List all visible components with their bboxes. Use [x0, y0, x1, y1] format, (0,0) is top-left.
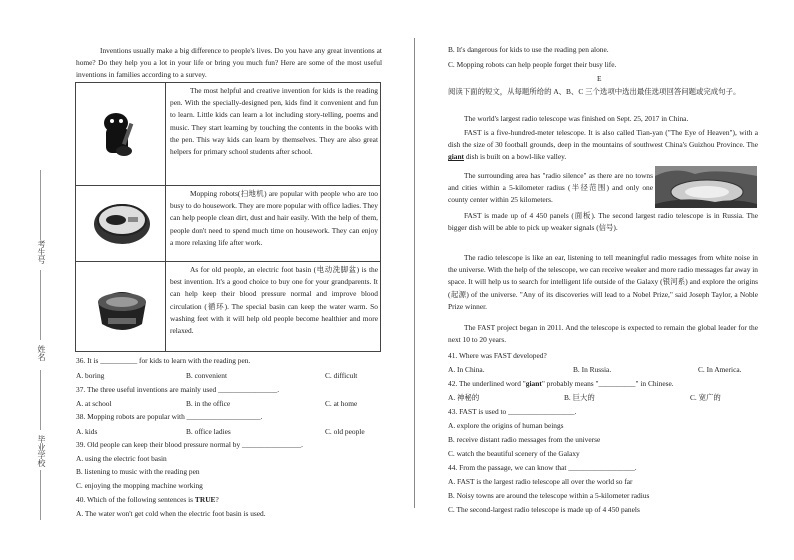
q36-option-a[interactable]: A. boring	[76, 371, 105, 380]
question-37: 37. The three useful inventions are mainly used ________________.	[76, 385, 280, 394]
q41-option-a[interactable]: A. In China.	[448, 365, 485, 374]
q44-option-c[interactable]: C. The second-largest radio telescope is made up of 4 450 panels	[448, 505, 640, 514]
question-40-end: ?	[215, 495, 219, 504]
foot-basin-text: As for old people, an electric foot basin (电动洗脚盆) is the best invention. It's a good choice to buy one for your grandparents. It can help keep their blood pressure normal and improve blood circulation (循环). The special basin can keep the water warm. So washing feet with it will help old people become healthier and more relaxed.	[170, 265, 378, 336]
question-39: 39. Old people can keep their blood pressure normal by ________________.	[76, 440, 304, 449]
exam-number-label: 考生号	[37, 240, 46, 264]
reading-pen-text: The most helpful and creative invention for kids is the reading pen. With the specially-designed pen, kids find it convenient and fun to learn. Little kids can learn a lot including story-telling, poems and music. They start learning by touching the contents in the books with the pen. This way kids can learn by themselves. They are also great helpers for primary school students after school.	[170, 86, 378, 157]
name-label: 姓名	[37, 345, 46, 361]
question-42-end: " probably means "__________" in Chinese.	[541, 379, 674, 388]
school-label: 毕业学校	[37, 435, 46, 467]
section-instruction: 阅读下面的短文，从每题所给的 A、B、C 三个选项中选出最佳选项回答问题或完成句子。	[448, 87, 741, 96]
q42-option-b[interactable]: B. 巨大的	[564, 393, 595, 402]
passage-paragraph-4: FAST is made up of 4 450 panels (面板). The second largest radio telescope is in Russia. The bigger dish will be able to pick up weaker signals (信号).	[448, 211, 758, 233]
question-41: 41. Where was FAST developed?	[448, 351, 547, 360]
q36-option-b[interactable]: B. convenient	[186, 371, 228, 380]
inventions-table	[75, 82, 381, 352]
table-cell-image	[76, 186, 166, 261]
question-40-bold: TRUE	[194, 495, 216, 504]
q38-option-b[interactable]: B. office ladies	[186, 427, 231, 436]
passage-paragraph-3: The surrounding area has "radio silence" as there are no towns and cities within a 5-kilometer radius (半径范围) and only one county center within 25 kilometers.	[448, 171, 653, 205]
q37-option-b[interactable]: B. in the office	[186, 399, 231, 408]
q44-option-b[interactable]: B. Noisy towns are around the telescope within a 5-kilometer radius	[448, 491, 650, 500]
q42-option-a[interactable]: A. 神秘的	[448, 393, 480, 402]
q39-option-c[interactable]: C. enjoying the mopping machine working	[76, 481, 203, 490]
telescope-photo	[655, 166, 757, 208]
question-42-bold: giant	[525, 379, 542, 388]
question-42-text: 42. The underlined word "	[448, 379, 526, 388]
q43-option-a[interactable]: A. explore the origins of human beings	[448, 421, 564, 430]
q41-option-b[interactable]: B. In Russia.	[573, 365, 612, 374]
question-40-text: 40. Which of the following sentences is	[76, 495, 195, 504]
table-cell-image	[76, 262, 166, 351]
q40-option-c[interactable]: C. Mopping robots can help people forget their busy life.	[448, 60, 617, 69]
giant-word: giant	[448, 152, 465, 162]
passage-paragraph-6: The FAST project began in 2011. And the telescope is expected to remain the global leader for the next 10 to 20 years.	[448, 323, 758, 345]
foot-basin-image	[76, 262, 166, 351]
telescope-image	[655, 166, 757, 208]
question-42	[448, 378, 674, 389]
margin-line	[40, 370, 41, 430]
mopping-robot-text: Mopping robots(扫地机) are popular with people who are too busy to do housework. They are more popular with office ladies. They can help people clean dirt, dust and hair easily. With the help of them, people don't need to spend much time on housework. They can enjoy a more relaxing life after work.	[170, 189, 378, 247]
q40-option-a[interactable]: A. The water won't get cold when the electric foot basin is used.	[76, 509, 266, 518]
q44-option-a[interactable]: A. FAST is the largest radio telescope all over the world so far	[448, 477, 633, 486]
paragraph-2-end: dish is built on a bowl-like valley.	[464, 152, 567, 162]
q43-option-b[interactable]: B. receive distant radio messages from the universe	[448, 435, 601, 444]
mopping-robot-image	[76, 186, 166, 262]
table-row	[76, 262, 380, 351]
question-43: 43. FAST is used to __________________.	[448, 407, 577, 416]
paragraph-2-text: FAST is a five-hundred-meter telescope. It is also called Tian-yan ("The Eye of Heaven"), with a dish the size of 30 football grounds, deep in the mountains of southwest China's Guizhou Province. The	[448, 128, 758, 150]
section-letter: E	[597, 74, 602, 83]
question-38: 38. Mopping robots are popular with ____________________.	[76, 412, 263, 421]
question-44: 44. From the passage, we can know that __________________.	[448, 463, 637, 472]
q41-option-c[interactable]: C. In America.	[698, 365, 742, 374]
question-40	[76, 494, 219, 505]
question-36: 36. It is __________ for kids to learn with the reading pen.	[76, 356, 251, 365]
reading-pen-image	[76, 83, 166, 186]
margin-line	[40, 270, 41, 340]
q38-option-c[interactable]: C. old people	[325, 427, 365, 436]
intro-paragraph: Inventions usually make a big difference to people's lives. Do you have any great inventions at home? Do they help you a lot in your life or bring you much fun? Here are some of the most useful inventions in families according to a survey.	[76, 46, 382, 80]
table-row	[76, 186, 380, 262]
q39-option-b[interactable]: B. listening to music with the reading pen	[76, 467, 200, 476]
passage-paragraph-1: The world's largest radio telescope was finished on Sept. 25, 2017 in China.	[464, 114, 689, 123]
margin-line	[40, 170, 41, 240]
column-divider	[414, 38, 415, 508]
passage-paragraph-5: The radio telescope is like an ear, listening to tell meaningful radio messages from white noise in the universe. With the help of the telescope, we can receive weaker and more radio messages far away in space. It will help us to search for intelligent life outside of the Galaxy (银河系) and explore the origins (起源) of the universe. "Any of its discoveries will lead to a Nobel Prize," said Joseph Taylor, a Noble Prize winner.	[448, 253, 758, 311]
table-cell-image	[76, 83, 166, 185]
q43-option-c[interactable]: C. watch the beautiful scenery of the Galaxy	[448, 449, 580, 458]
q37-option-c[interactable]: C. at home	[325, 399, 358, 408]
q42-option-c[interactable]: C. 宽广的	[690, 393, 721, 402]
passage-paragraph-2	[448, 127, 758, 164]
q40-option-b[interactable]: B. It's dangerous for kids to use the reading pen alone.	[448, 45, 609, 54]
q36-option-c[interactable]: C. difficult	[325, 371, 358, 380]
q38-option-a[interactable]: A. kids	[76, 427, 98, 436]
table-row	[76, 83, 380, 186]
q37-option-a[interactable]: A. at school	[76, 399, 112, 408]
q39-option-a[interactable]: A. using the electric foot basin	[76, 454, 167, 463]
margin-line	[40, 470, 41, 520]
